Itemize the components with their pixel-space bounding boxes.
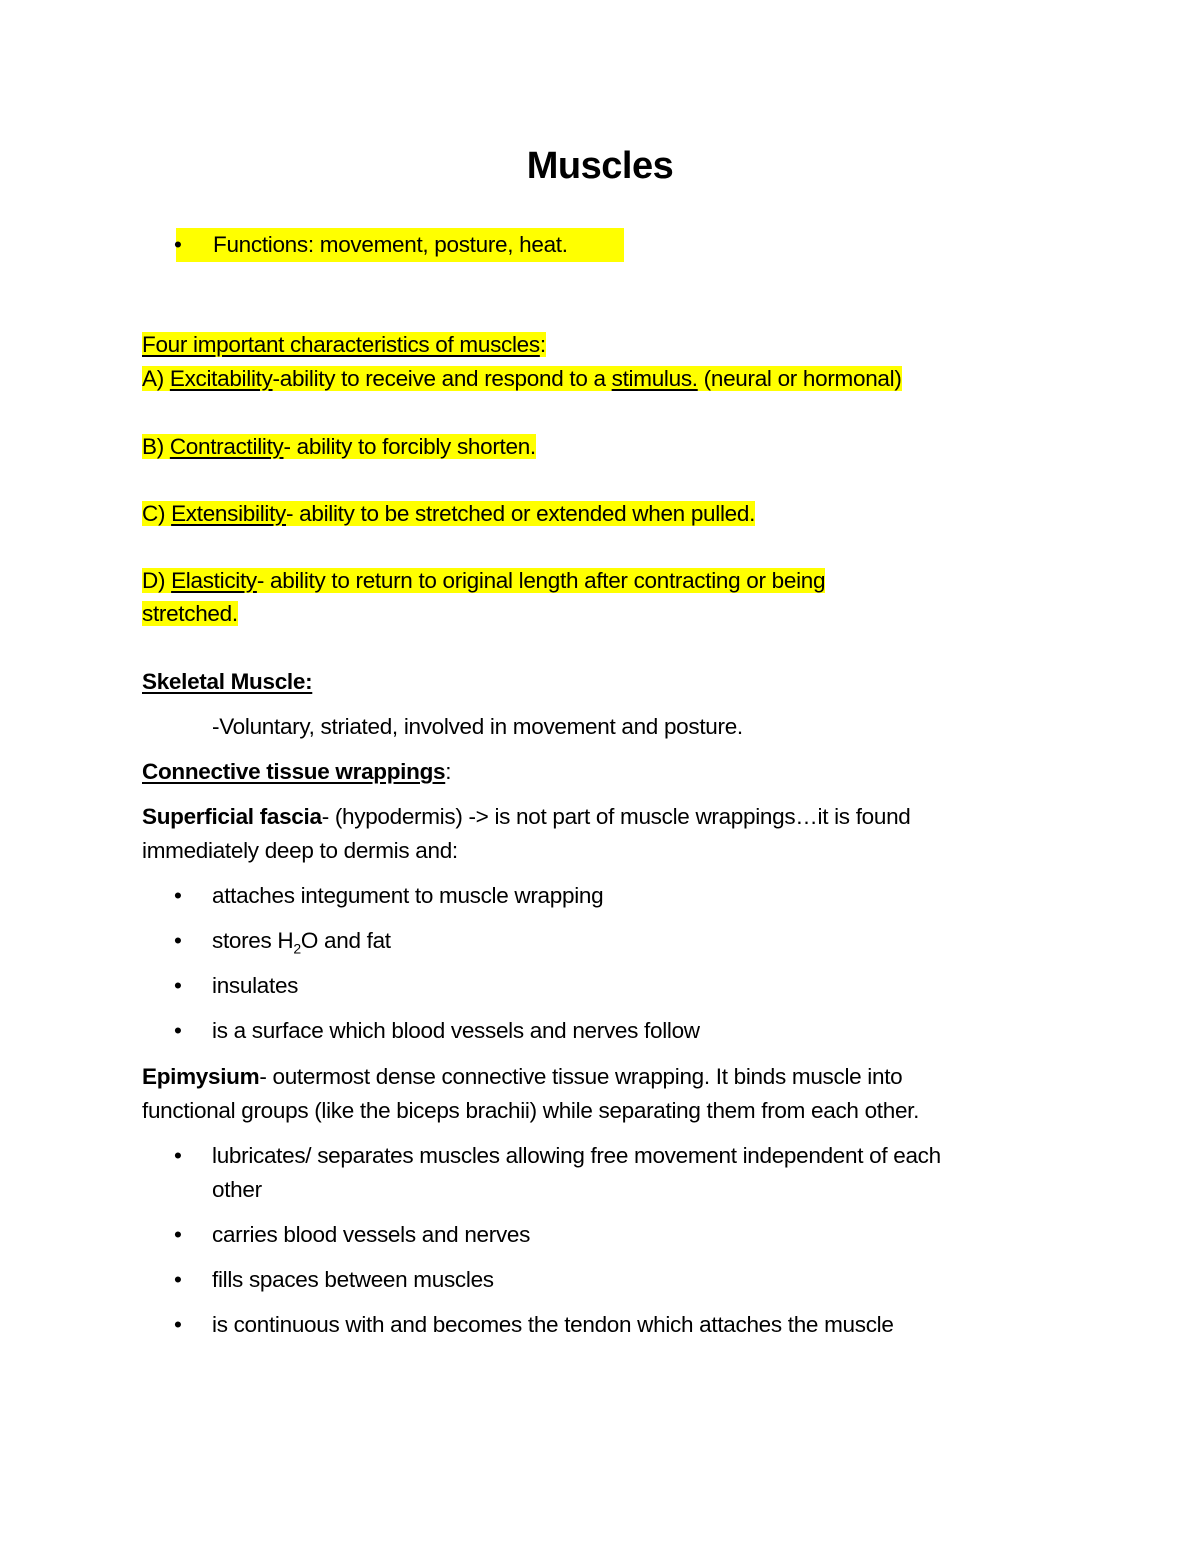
list-item: lubricates/ separates muscles allowing free movement independent of each bbox=[212, 1143, 941, 1168]
prefix: A) bbox=[142, 366, 170, 391]
prefix: C) bbox=[142, 501, 172, 526]
colon: : bbox=[445, 759, 452, 784]
bullet-icon: • bbox=[174, 973, 182, 998]
term: stimulus. bbox=[611, 366, 698, 391]
term: Extensibility bbox=[171, 501, 286, 526]
definition: - (hypodermis) -> is not part of muscle wrappings…it is found bbox=[321, 804, 911, 829]
list-item: fills spaces between muscles bbox=[212, 1267, 494, 1292]
colon: : bbox=[539, 332, 546, 357]
bullet-icon: • bbox=[174, 1143, 182, 1168]
list-item: attaches integument to muscle wrapping bbox=[212, 883, 604, 908]
functions-text: Functions: movement, posture, heat. bbox=[213, 232, 568, 257]
characteristic-d-cont bbox=[142, 597, 238, 631]
list-item: is a surface which blood vessels and nerves follow bbox=[212, 1018, 700, 1043]
bullet-icon: • bbox=[174, 883, 182, 908]
characteristics-heading bbox=[142, 328, 546, 362]
bullet-icon: • bbox=[174, 1267, 182, 1292]
term: Contractility bbox=[169, 434, 284, 459]
definition: - ability to be stretched or extended when pulled. bbox=[286, 501, 756, 526]
list-item: carries blood vessels and nerves bbox=[212, 1222, 531, 1247]
characteristic-d bbox=[142, 564, 825, 598]
definition: (neural or hormonal) bbox=[697, 366, 902, 391]
definition: - ability to forcibly shorten. bbox=[283, 434, 536, 459]
characteristic-b bbox=[142, 430, 536, 464]
bullet-icon: • bbox=[174, 1312, 182, 1337]
term: Elasticity bbox=[171, 568, 257, 593]
prefix: B) bbox=[142, 434, 170, 459]
skeletal-description: -Voluntary, striated, involved in movement and posture. bbox=[212, 714, 743, 739]
term: Epimysium bbox=[142, 1064, 260, 1089]
superficial-fascia-line bbox=[142, 800, 911, 834]
page-title: Muscles bbox=[526, 145, 674, 187]
heading-text: Connective tissue wrappings bbox=[142, 759, 446, 784]
definition: stretched. bbox=[142, 601, 238, 626]
epimysium-cont: functional groups (like the biceps brachii) while separating them from each other. bbox=[142, 1098, 920, 1123]
term: Excitability bbox=[169, 366, 273, 391]
superficial-fascia-cont: immediately deep to dermis and: bbox=[142, 838, 458, 863]
skeletal-heading: Skeletal Muscle: bbox=[142, 669, 313, 694]
text: O and fat bbox=[300, 928, 391, 953]
bullet-icon: • bbox=[174, 232, 182, 257]
heading-text: Four important characteristics of muscles bbox=[142, 332, 540, 357]
epimysium-line bbox=[142, 1060, 902, 1094]
list-item: is continuous with and becomes the tendon which attaches the muscle bbox=[212, 1312, 894, 1337]
text: stores H bbox=[212, 928, 294, 953]
definition: - outermost dense connective tissue wrapping. It binds muscle into bbox=[259, 1064, 903, 1089]
bullet-icon: • bbox=[174, 1222, 182, 1247]
definition: - ability to return to original length after contracting or being bbox=[256, 568, 826, 593]
prefix: D) bbox=[142, 568, 172, 593]
subscript: 2 bbox=[293, 940, 301, 957]
list-item: insulates bbox=[212, 973, 299, 998]
list-item-cont: other bbox=[212, 1177, 262, 1202]
definition: -ability to receive and respond to a bbox=[272, 366, 612, 391]
bullet-icon: • bbox=[174, 928, 182, 953]
bullet-icon: • bbox=[174, 1018, 182, 1043]
list-item bbox=[212, 924, 391, 966]
characteristic-a bbox=[142, 362, 902, 396]
characteristic-c bbox=[142, 497, 755, 531]
term: Superficial fascia bbox=[142, 804, 322, 829]
connective-heading bbox=[142, 755, 451, 789]
